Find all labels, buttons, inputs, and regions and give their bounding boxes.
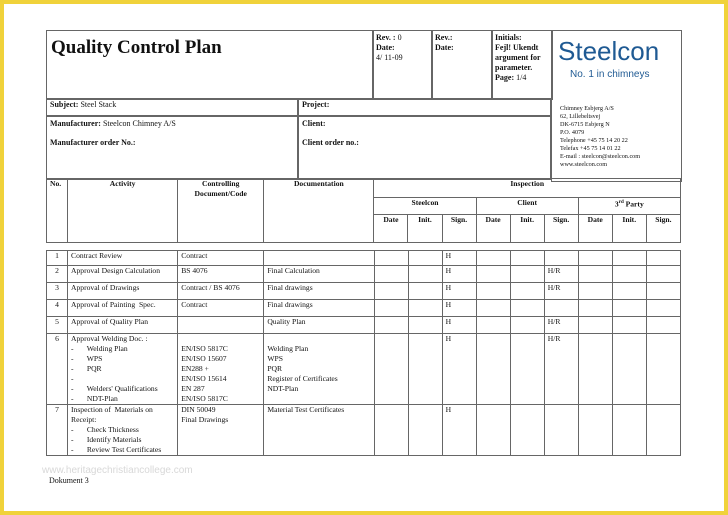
col-client: Client — [476, 198, 578, 215]
steelcon-date-cell — [374, 334, 408, 405]
third-num: 3 — [614, 199, 619, 209]
third-init-cell — [612, 334, 646, 405]
third-date-cell — [578, 266, 612, 283]
row-controlling-code-line: EN/ISO 15614 — [181, 374, 227, 383]
client-sign-cell — [544, 300, 578, 317]
col-sign: Sign. — [442, 215, 476, 243]
client-date-cell — [476, 251, 510, 266]
row-number: 3 — [47, 283, 68, 300]
col-init: Init. — [612, 215, 646, 243]
steelcon-date-cell — [374, 266, 408, 283]
company-address — [560, 105, 640, 169]
client-init-cell — [510, 283, 544, 300]
col-sign: Sign. — [544, 215, 578, 243]
row-controlling-code — [178, 405, 264, 456]
third-init-cell — [612, 251, 646, 266]
row-activity-line: Approval of Drawings — [71, 283, 140, 292]
row-documentation-line: Quality Plan — [267, 317, 306, 326]
table-row — [47, 251, 681, 266]
client-sign-cell — [544, 251, 578, 266]
footer-document-label: Dokument 3 — [49, 476, 89, 485]
row-activity — [68, 334, 178, 405]
steelcon-init-cell — [408, 334, 442, 405]
table-row — [47, 300, 681, 317]
steelcon-date-cell — [374, 405, 408, 456]
row-controlling-code-line: EN/ISO 5817C — [181, 344, 228, 353]
row-documentation-line: WPS — [267, 354, 283, 363]
row-controlling-code — [178, 300, 264, 317]
row-documentation-line: Final drawings — [267, 283, 313, 292]
row-controlling-code-line: EN/ISO 5817C — [181, 394, 228, 403]
address-line: 62, Lillebeltsvej — [560, 113, 601, 120]
client-init-cell — [510, 300, 544, 317]
col-no: No. — [47, 179, 68, 243]
manufacturer-order-label: Manufacturer order No.: — [50, 138, 136, 147]
third-init-cell — [612, 317, 646, 334]
client-init-cell — [510, 266, 544, 283]
client-init-cell — [510, 317, 544, 334]
table-row — [47, 283, 681, 300]
row-documentation — [264, 283, 374, 300]
row-activity-line: - NDT-Plan — [71, 394, 118, 403]
address-line: Telephone +45 75 14 20 22 — [560, 137, 628, 144]
row-documentation-line: Welding Plan — [267, 344, 309, 353]
row-documentation-line: Final drawings — [267, 300, 313, 309]
row-activity-line: - Welding Plan — [71, 344, 128, 353]
steelcon-sign-cell: H — [442, 317, 476, 334]
client-date-cell — [476, 266, 510, 283]
row-number: 7 — [47, 405, 68, 456]
steelcon-logo: Steelcon — [558, 36, 660, 66]
col-date: Date — [476, 215, 510, 243]
third-date-cell — [578, 334, 612, 405]
third-init-cell — [612, 266, 646, 283]
row-documentation — [264, 251, 374, 266]
row-activity — [68, 251, 178, 266]
row-documentation-line: Material Test Certificates — [267, 405, 345, 414]
row-activity-line: Contract Review — [71, 251, 123, 260]
third-sup: rd — [618, 200, 624, 205]
row-controlling-code-line: EN 287 — [181, 384, 205, 393]
row-activity-line: - PQR — [71, 364, 102, 373]
table-row — [47, 334, 681, 405]
rev-date-label: Date: — [376, 43, 395, 52]
project-label: Project: — [302, 100, 330, 109]
manufacturer-value: Steelcon Chimney A/S — [102, 119, 176, 128]
subject-field — [46, 98, 298, 116]
row-documentation-line: PQR — [267, 364, 283, 373]
third-date-cell — [578, 251, 612, 266]
subject-label: Subject: — [50, 100, 79, 109]
steelcon-sign-cell: H — [442, 405, 476, 456]
steelcon-date-cell — [374, 283, 408, 300]
third-init-cell — [612, 283, 646, 300]
client-label: Client: — [302, 119, 326, 128]
row-number: 6 — [47, 334, 68, 405]
third-init-cell — [612, 405, 646, 456]
client-order-label: Client order no.: — [302, 138, 359, 147]
row-activity-line: Inspection of Materials on — [71, 405, 153, 414]
project-field — [298, 98, 551, 116]
col-date: Date — [374, 215, 408, 243]
col-date: Date — [578, 215, 612, 243]
steelcon-sign-cell: H — [442, 300, 476, 317]
row-documentation — [264, 300, 374, 317]
steelcon-init-cell — [408, 317, 442, 334]
row-controlling-code-line: EN288 + — [181, 364, 209, 373]
col-third-party — [578, 198, 680, 215]
row-activity-line: - — [71, 374, 74, 383]
steelcon-sign-cell: H — [442, 283, 476, 300]
row-controlling-code-line: Final Drawings — [181, 415, 229, 424]
page-title: Quality Control Plan — [51, 37, 222, 58]
steelcon-init-cell — [408, 283, 442, 300]
row-activity-line: - Check Thickness — [71, 425, 139, 434]
col-sign: Sign. — [646, 215, 680, 243]
row-controlling-code — [178, 334, 264, 405]
steelcon-sign-cell: H — [442, 251, 476, 266]
third-rest: Party — [623, 199, 644, 209]
subject-value: Steel Stack — [80, 100, 117, 109]
row-activity-line: - Review Test Certificates — [71, 445, 162, 454]
client-date-cell — [476, 317, 510, 334]
page-value: 1/4 — [516, 73, 527, 82]
logo-tagline: No. 1 in chimneys — [570, 69, 650, 80]
row-documentation-line: Register of Certificates — [267, 374, 338, 383]
row-activity-line: - Identify Materials — [71, 435, 142, 444]
third-init-cell — [612, 300, 646, 317]
col-documentation: Documentation — [264, 179, 374, 243]
third-date-cell — [578, 300, 612, 317]
third-sign-cell — [646, 251, 680, 266]
steelcon-date-cell — [374, 251, 408, 266]
third-sign-cell — [646, 300, 680, 317]
client-init-cell — [510, 334, 544, 405]
address-line: www.steelcon.com — [560, 161, 608, 168]
rev-value: 0 — [397, 33, 402, 42]
steelcon-init-cell — [408, 405, 442, 456]
manufacturer-field — [46, 116, 298, 180]
steelcon-sign-cell: H — [442, 266, 476, 283]
revision-box — [372, 30, 433, 100]
row-controlling-code-line — [181, 334, 260, 344]
client-sign-cell: H/R — [544, 334, 578, 405]
manufacturer-label: Manufacturer: — [50, 119, 101, 128]
initials-label: Initials: — [495, 33, 522, 42]
col-inspection: Inspection — [374, 179, 681, 198]
watermark: www.heritagechristiancollege.com — [42, 465, 193, 476]
row-controlling-code-line: Contract — [181, 251, 208, 260]
row-documentation-line — [267, 334, 370, 344]
third-date-cell — [578, 283, 612, 300]
rev2-date-label: Date: — [435, 43, 454, 52]
client-sign-cell: H/R — [544, 266, 578, 283]
address-line: DK-6715 Esbjerg N — [560, 121, 610, 128]
client-date-cell — [476, 283, 510, 300]
third-date-cell — [578, 405, 612, 456]
inspection-table — [46, 250, 681, 456]
initials-error-text: Fejl! Ukendt argument for parameter. — [495, 43, 541, 72]
row-controlling-code — [178, 266, 264, 283]
company-box — [551, 30, 682, 182]
col-controlling: Controlling Document/Code — [178, 179, 264, 243]
row-activity-line: - Welders' Qualifications — [71, 384, 158, 393]
row-number: 1 — [47, 251, 68, 266]
steelcon-date-cell — [374, 300, 408, 317]
client-date-cell — [476, 300, 510, 317]
client-init-cell — [510, 405, 544, 456]
page-label: Page: — [495, 73, 515, 82]
row-documentation — [264, 405, 374, 456]
client-sign-cell: H/R — [544, 317, 578, 334]
row-number: 2 — [47, 266, 68, 283]
address-line: P.O. 4079 — [560, 129, 585, 136]
row-controlling-code — [178, 317, 264, 334]
steelcon-sign-cell: H — [442, 334, 476, 405]
col-activity: Activity — [68, 179, 178, 243]
address-line: Chimney Esbjerg A/S — [560, 105, 614, 112]
row-activity — [68, 266, 178, 283]
table-row — [47, 317, 681, 334]
row-activity-line: Approval Design Calculation — [71, 266, 161, 275]
client-sign-cell — [544, 405, 578, 456]
row-controlling-code-line: EN/ISO 15607 — [181, 354, 227, 363]
row-controlling-code — [178, 283, 264, 300]
steelcon-date-cell — [374, 317, 408, 334]
rev-date-value: 4/ 11-09 — [376, 53, 403, 62]
column-header-table — [46, 178, 681, 243]
row-documentation-line: NDT-Plan — [267, 384, 299, 393]
row-documentation — [264, 266, 374, 283]
table-row — [47, 405, 681, 456]
address-line: E-mail : steelcon@steelcon.com — [560, 153, 641, 160]
row-activity-line: Receipt: — [71, 415, 97, 424]
client-init-cell — [510, 251, 544, 266]
client-date-cell — [476, 334, 510, 405]
rev2-label: Rev.: — [435, 33, 453, 42]
third-sign-cell — [646, 266, 680, 283]
row-controlling-code-line: BS 4076 — [181, 266, 208, 275]
col-steelcon: Steelcon — [374, 198, 476, 215]
col-init: Init. — [408, 215, 442, 243]
row-activity — [68, 300, 178, 317]
third-sign-cell — [646, 334, 680, 405]
row-controlling-code-line: Contract — [181, 300, 208, 309]
address-line: Telefax +45 75 14 01 22 — [560, 145, 621, 152]
third-sign-cell — [646, 283, 680, 300]
row-activity-line: Approval of Painting Spec. — [71, 300, 156, 309]
rev-label: Rev. : — [376, 33, 396, 42]
row-documentation — [264, 317, 374, 334]
row-activity — [68, 283, 178, 300]
row-documentation — [264, 334, 374, 405]
col-init: Init. — [510, 215, 544, 243]
row-controlling-code — [178, 251, 264, 266]
row-activity-line: Approval of Quality Plan — [71, 317, 149, 326]
row-controlling-code-line: Contract / BS 4076 — [181, 283, 240, 292]
revision-box-2 — [431, 30, 493, 100]
row-number: 5 — [47, 317, 68, 334]
steelcon-init-cell — [408, 300, 442, 317]
row-documentation-line: Final Calculation — [267, 266, 320, 275]
initials-box — [491, 30, 553, 100]
third-sign-cell — [646, 405, 680, 456]
row-activity — [68, 405, 178, 456]
steelcon-init-cell — [408, 266, 442, 283]
row-activity — [68, 317, 178, 334]
client-date-cell — [476, 405, 510, 456]
row-number: 4 — [47, 300, 68, 317]
document-sheet — [4, 4, 724, 511]
row-controlling-code-line: DIN 50049 — [181, 405, 216, 414]
row-activity-line: Approval Welding Doc. : — [71, 334, 148, 343]
third-sign-cell — [646, 317, 680, 334]
steelcon-init-cell — [408, 251, 442, 266]
row-activity-line: - WPS — [71, 354, 103, 363]
client-sign-cell: H/R — [544, 283, 578, 300]
title-box — [46, 30, 374, 100]
third-date-cell — [578, 317, 612, 334]
client-field — [298, 116, 551, 180]
table-row — [47, 266, 681, 283]
